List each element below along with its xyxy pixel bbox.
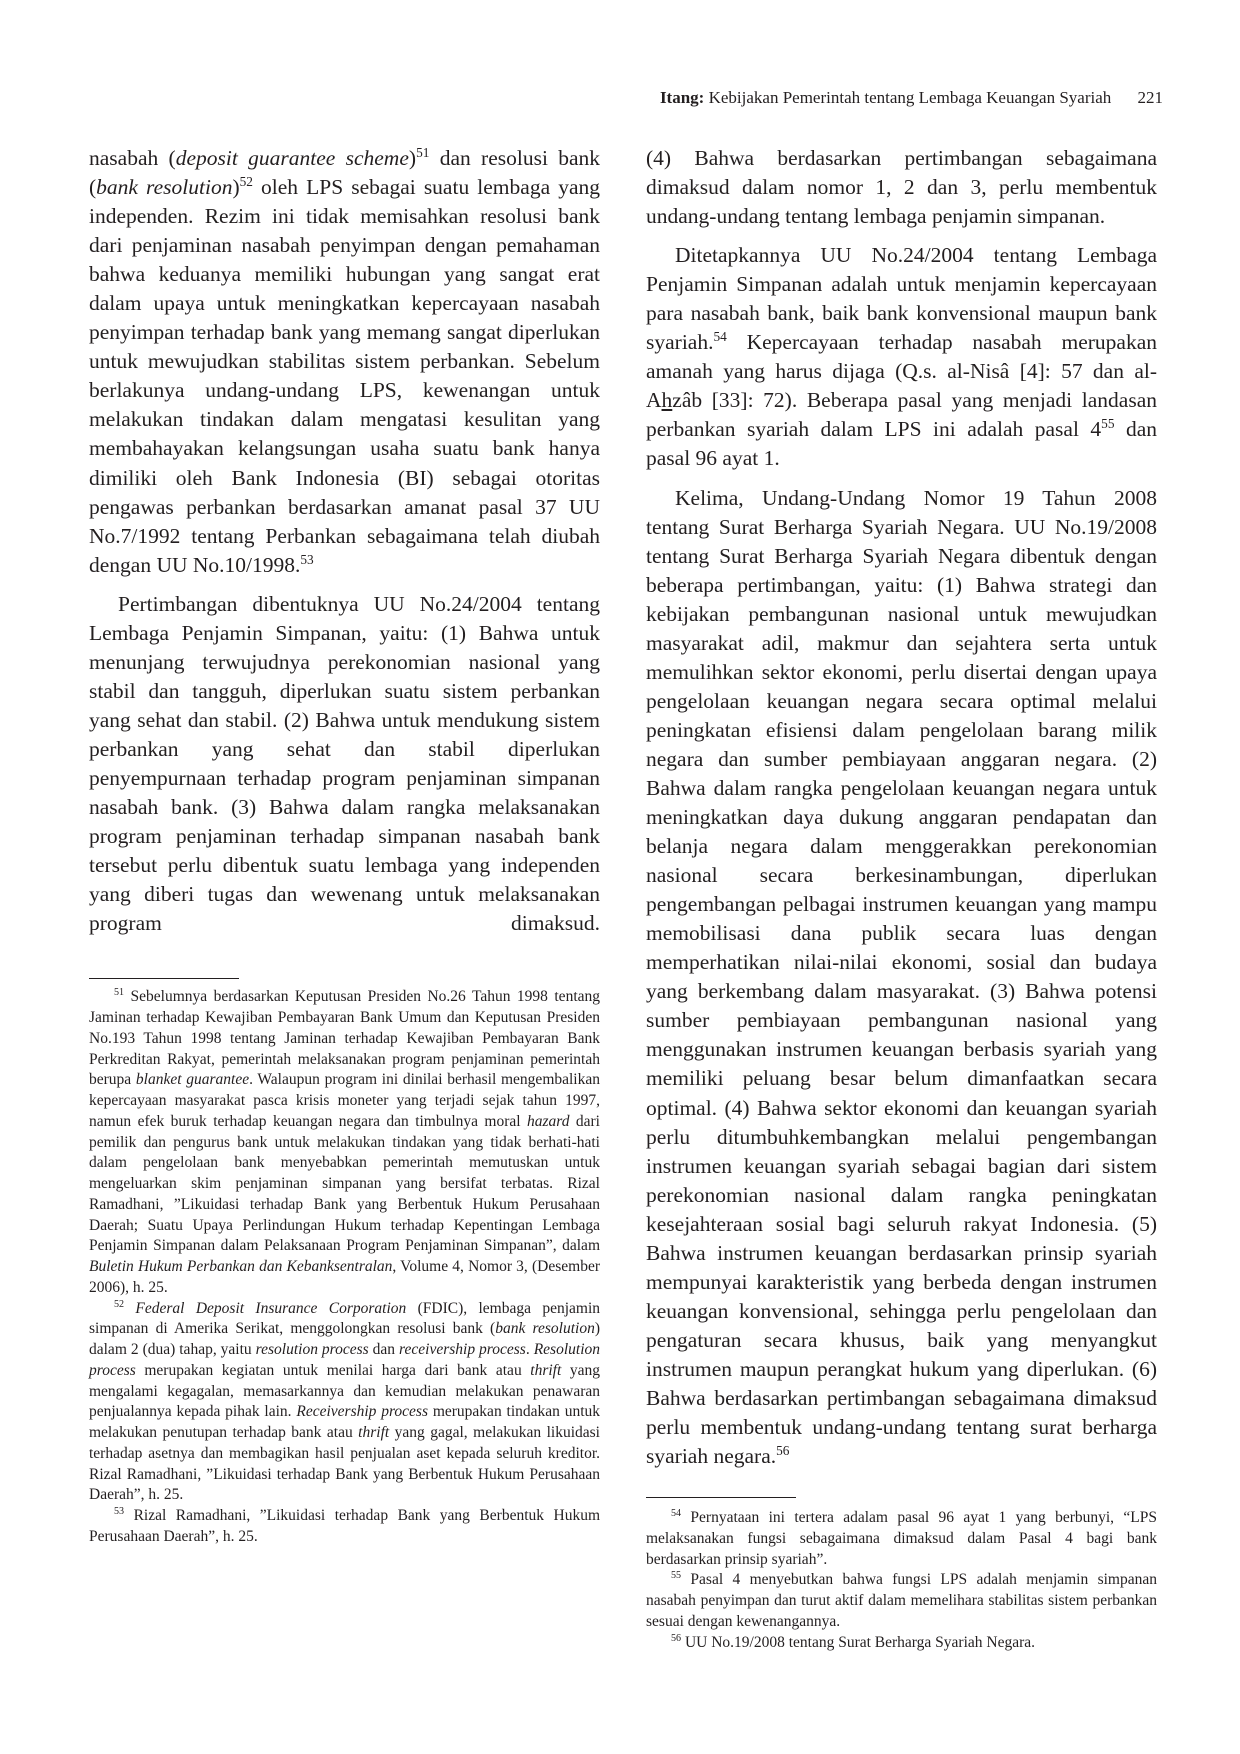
footnote-ref: 51 xyxy=(416,144,430,160)
right-column xyxy=(646,144,1157,1653)
footnote-ref: 52 xyxy=(239,173,253,189)
body-paragraph: nasabah (deposit guarantee scheme)$^{51}$ dan resolusi bank (bank resolution)$^{52}$ oleh LPS sebagai suatu lembaga yang independen. Rezim ini tidak memisahkan resolusi bank dari penjaminan nasabah penyimpan dengan pemahaman bahwa keduanya memiliki hubungan yang sangat erat dalam upaya untuk meningkatkan kepercayaan nasabah penyimpan terhadap bank yang memang sangat diperlukan untuk mewujudkan stabilitas sistem perbankan. Sebelum berlakunya undang-undang LPS, kewenangan untuk melakukan tindakan dalam mengatasi kesulitan yang membahayakan kelangsungan usaha suatu bank hanya dimiliki oleh Bank Indonesia (BI) sebagai otoritas pengawas perbankan berdasarkan amanat pasal 37 UU No.7/1992 tentang Perbankan sebagaimana telah diubah dengan UU No.10/1998.53 xyxy=(89,144,601,577)
footnote-55: $^{55}$ Pasal 4 menyebutkan bahwa fungsi LPS adalah menjamin simpanan nasabah penyimpan dan turut aktif dalam memelihara stabilitas sistem perbankan sesuai dengan kewenangannya. xyxy=(646,1570,1157,1630)
running-header xyxy=(660,83,1163,113)
footnote-divider xyxy=(646,1497,796,1498)
footnote-divider xyxy=(89,978,239,979)
body-paragraph: Ditetapkannya UU No.24/2004 tentang Lembaga Penjamin Simpanan adalah untuk menjamin kepercayaan para nasabah bank, baik bank konvensional maupun bank syariah.$^{54}$ Kepercayaan terhadap nasabah merupakan amanah yang harus dijaga (Q.s. al-Nisâ [4]: 57 dan al-Ahzâb [33]: 72). Beberapa pasal yang menjadi landasan perbankan syariah dalam LPS ini adalah pasal $4^{55}$ dan pasal 96 ayat 1. xyxy=(646,243,1157,471)
footnotes xyxy=(89,987,600,1547)
header-author: Itang: xyxy=(659,88,705,107)
header-title: Kebijakan Pemerintah tentang Lembaga Keuangan Syariah xyxy=(708,88,1112,107)
footnote-56: $^{56}$ UU No.19/2008 tentang Surat Berharga Syariah Negara. xyxy=(671,1632,1036,1651)
footnote-ref: 54 xyxy=(713,329,727,345)
page-number: 221 xyxy=(1137,88,1163,107)
footnote-51: $^{51}$ Sebelumnya berdasarkan Keputusan Presiden No.26 Tahun 1998 tentang Jaminan terhadap Kewajiban Pembayaran Bank Umum dan Keputusan Presiden No.193 Tahun 1998 tentang Jaminan terhadap Kewajiban Pembayaran Bank Perkreditan Rakyat, pemerintah melaksanakan program penjaminan pemerintah berupa blanket guarantee. Walaupun program ini dinilai berhasil mengembalikan kepercayaan masyarakat pasca krisis moneter yang terjadi sejak tahun 1997, namun efek buruk terhadap keuangan negara dan timbulnya moral hazard dari pemilik dan pengurus bank untuk melakukan tindakan yang tidak berhati-hati dalam pengelolaan bank menyebabkan pemerintah memutuskan untuk mengeluarkan skim penjaminan simpanan yang bersifat terbatas. Rizal Ramadhani, ”Likuidasi terhadap Bank yang Berbentuk Hukum Perusahaan Daerah; Suatu Upaya Perlindungan Hukum terhadap Kepentingan Lembaga Penjamin Simpanan dalam Pelaksanaan Program Penjaminan Simpanan”, dalam Buletin Hukum Perbankan dan Kebanksentralan, Volume 4, Nomor 3, (Desember 2006), h. 25. xyxy=(89,987,601,1296)
body-paragraph: Pertimbangan dibentuknya UU No.24/2004 tentang Lembaga Penjamin Simpanan, yaitu: (1) Bahwa untuk menunjang terwujudnya perekonomian nasional yang stabil dan tangguh, diperlukan suatu sistem perbankan yang sehat dan stabil. (2) Bahwa untuk mendukung sistem perbankan yang sehat dan stabil diperlukan penyempurnaan terhadap program penjaminan simpanan nasabah bank. (3) Bahwa dalam rangka melaksanakan program penjaminan terhadap simpanan nasabah bank tersebut perlu dibentuk suatu lembaga yang independen yang diberi tugas dan wewenang untuk melaksanakan program dimaksud. xyxy=(89,591,600,936)
footnote-53: $^{53}$ Rizal Ramadhani, ”Likuidasi terhadap Bank yang Berbentuk Hukum Perusahaan Daerah”, h. 25. xyxy=(89,1505,601,1545)
footnote-54: $^{54}$ Pernyataan ini tertera adalam pasal 96 ayat 1 yang berbunyi, “LPS melaksanakan fungsi sebagaimana dimaksud dalam Pasal 4 bagi bank berdasarkan prinsip syariah”. xyxy=(646,1507,1157,1568)
body-paragraph: (4) Bahwa berdasarkan pertimbangan sebagaimana dimaksud dalam nomor 1, 2 dan 3, perlu membentuk undang-undang tentang lembaga penjamin simpanan. xyxy=(646,146,1157,229)
left-column xyxy=(89,144,600,1548)
footnote-ref: 55 xyxy=(1101,416,1115,432)
footnote-ref: 53 xyxy=(300,551,314,567)
footnotes xyxy=(646,1508,1157,1653)
footnote-ref: 56 xyxy=(776,1442,790,1458)
footnote-52: $^{52}$ Federal Deposit Insurance Corporation (FDIC), lembaga penjamin simpanan di Amerika Serikat, menggolongkan resolusi bank (bank resolution) dalam 2 (dua) tahap, yaitu resolution process dan receivership process. Resolution process merupakan kegiatan untuk menilai harga dari bank atau thrift yang mengalami kegagalan, memasarkannya dan kemudian melakukan penawaran penjualannya kepada pihak lain. Receivership process merupakan tindakan untuk melakukan penutupan terhadap bank atau thrift yang gagal, melakukan likuidasi terhadap asetnya dan membagikan hasil penjualan aset kepada seluruh kreditor. Rizal Ramadhani, ”Likuidasi terhadap Bank yang Berbentuk Hukum Perusahaan Daerah”, h. 25. xyxy=(89,1298,601,1504)
body-paragraph: Kelima, Undang-Undang Nomor 19 Tahun 2008 tentang Surat Berharga Syariah Negara. UU No.19/2008 tentang Surat Berharga Syariah Negara dibentuk dengan beberapa pertimbangan, yaitu: (1) Bahwa strategi dan kebijakan pembangunan nasional untuk mewujudkan masyarakat adil, makmur dan sejahtera serta untuk memulihkan sektor ekonomi, perlu disertai dengan upaya pengelolaan keuangan negara secara optimal melalui peningkatan efisiensi dalam pengelolaan barang milik negara dan sumber pembiayaan anggaran negara. (2) Bahwa dalam rangka pengelolaan keuangan negara untuk meningkatkan daya dukung anggaran pendapatan dan belanja negara dalam menggerakkan perekonomian nasional secara berkesinambungan, diperlukan pengembangan pelbagai instrumen keuangan yang mampu memobilisasi dana publik secara luas dengan memperhatikan nilai-nilai ekonomi, sosial dan budaya yang berkembang dalam masyarakat. (3) Bahwa potensi sumber pembiayaan pembangunan nasional yang menggunakan instrumen keuangan berbasis syariah yang memiliki peluang besar belum dimanfaatkan secara optimal. (4) Bahwa sektor ekonomi dan keuangan syariah perlu ditumbuhkembangkan melalui pengembangan instrumen keuangan syariah sebagai bagian dari sistem perekonomian nasional dalam rangka peningkatan kesejahteraan sosial bagi seluruh rakyat Indonesia. (5) Bahwa instrumen keuangan berdasarkan prinsip syariah mempunyai karakteristik yang berbeda dengan instrumen keuangan konvensional, sehingga perlu pengelolaan dan pengaturan secara khusus, baik yang menyangkut instrumen maupun perangkat hukum yang diperlukan. (6) Bahwa berdasarkan pertimbangan sebagaimana dimaksud perlu membentuk undang-undang tentang surat berharga syariah negara.$^{56}$ xyxy=(646,485,1157,1469)
